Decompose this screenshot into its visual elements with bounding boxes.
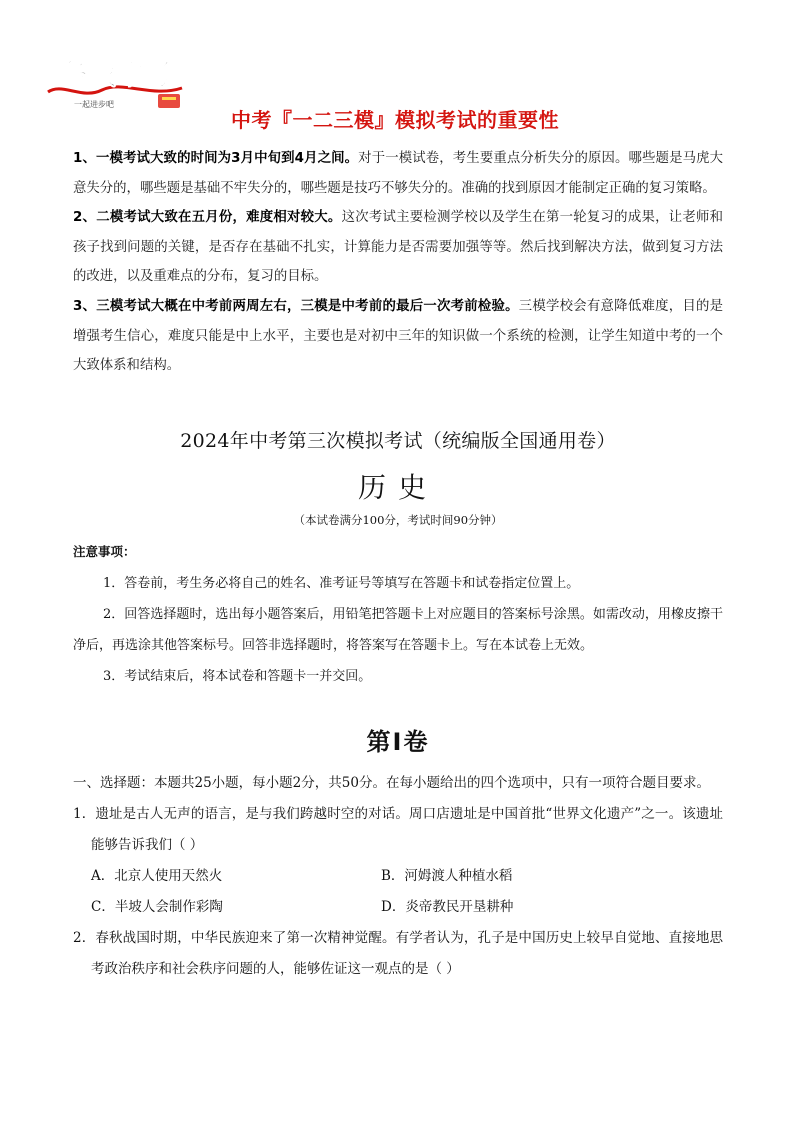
- option-row: [73, 892, 723, 923]
- logo-tagline: 一起进步吧: [74, 100, 114, 109]
- notice-heading: 注意事项：: [73, 544, 136, 559]
- notice-item: 2．回答选择题时，选出每小题答案后，用铅笔把答题卡上对应题目的答案标号涂黑。如需改动，用橡皮擦干净后，再选涂其他答案标号。回答非选择题时，将答案写在答题卡上。写在本试卷上无效。: [73, 607, 723, 653]
- option-a: A．北京人使用天然火: [91, 868, 223, 884]
- promo-section: [73, 144, 723, 381]
- exam-subject: 历史: [357, 471, 438, 504]
- question-stem: 2．春秋战国时期，中华民族迎来了第一次精神觉醒。有学者认为，孔子是中国历史上较早自觉地、直接地思考政治秩序和社会秩序问题的人，能够佐证这一观点的是（ ）: [73, 930, 723, 977]
- option-row: [73, 861, 723, 892]
- question-list: [73, 768, 723, 985]
- promo-item-lead: 2、二模考试大致在五月份，难度相对较大。: [73, 210, 342, 226]
- promo-item: [73, 292, 723, 381]
- promo-item-body: 对于一模试卷，考生要重点分析失分的原因。哪些题是马虎大意失分的，哪些题是基础不牢失分的，哪些题是技巧不够失分的。准确的找到原因才能制定正确的复习策略。: [73, 151, 724, 196]
- notice-list: [73, 568, 723, 692]
- promo-item: [73, 203, 723, 292]
- option-c: C．半坡人会制作彩陶: [91, 899, 223, 915]
- notice-item: 3．考试结束后，将本试卷和答题卡一并交回。: [103, 669, 372, 684]
- option-b: B．河姆渡人种植水稻: [381, 868, 513, 884]
- score-note: （本试卷满分100分，考试时间90分钟）: [293, 513, 503, 527]
- part-title: 第Ⅰ卷: [366, 728, 430, 756]
- promo-item-lead: 3、三模考试大概在中考前两周左右，三模是中考前的最后一次考前检验。: [73, 298, 519, 314]
- promo-item: [73, 144, 723, 203]
- logo-text: 备战中考: [59, 58, 173, 91]
- section-intro: 一、选择题：本题共25小题，每小题2分，共50分。在每小题给出的四个选项中，只有一项符合题目要求。: [73, 775, 710, 791]
- exam-title: 2024年中考第三次模拟考试（统编版全国通用卷）: [180, 430, 616, 452]
- question-stem: 1．遗址是古人无声的语言，是与我们跨越时空的对话。周口店遗址是中国首批“世界文化遗产”之一。该遗址能够告诉我们（ ）: [73, 806, 723, 853]
- notice-item: 1．答卷前，考生务必将自己的姓名、准考证号等填写在答题卡和试卷指定位置上。: [103, 576, 580, 591]
- promo-title: 中考『一二三模』模拟考试的重要性: [231, 108, 559, 132]
- promo-item-body: 这次考试主要检测学校以及学生在第一轮复习的成果，让老师和孩子找到问题的关键，是否存在基础不扎实，计算能力是否需要加强等等。然后找到解决方法，做到复习方法的改进，以及重难点的分布，复习的目标。: [73, 210, 723, 285]
- promo-item-lead: 1、一模考试大致的时间为3月中旬到4月之间。: [73, 151, 359, 166]
- promo-item-body: 三模学校会有意降低难度，目的是增强考生信心，难度只能是中上水平，主要也是对初中三年的知识做一个系统的检测，让学生知道中考的一个大致体系和结构。: [73, 298, 723, 374]
- option-d: D．炎帝教民开垦耕种: [381, 899, 514, 915]
